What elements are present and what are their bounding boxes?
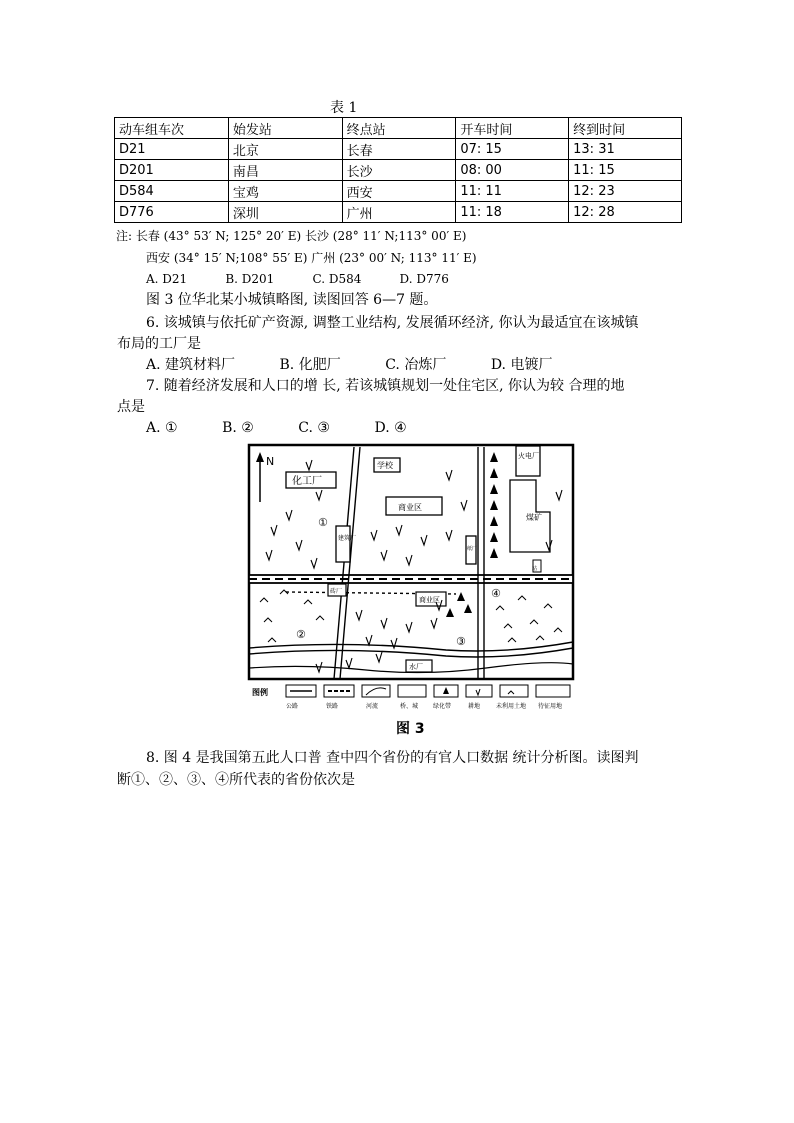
location-2-marker: ② — [296, 628, 306, 641]
table-row — [115, 181, 682, 202]
q7-options: A. ① B. ② C. ③ D. ④ — [146, 420, 407, 436]
railway — [249, 575, 573, 583]
header-cell: 终点站 — [342, 118, 456, 139]
header-cell: 终到时间 — [569, 118, 682, 139]
table-cell: 北京 — [228, 139, 342, 160]
table-cell: 广州 — [342, 202, 456, 223]
location-3-marker: ③ — [456, 635, 466, 648]
note-line-1: 注: 长春 (43° 53′ N; 125° 20′ E) 长沙 (28° 11′ N;113° 00′ E) — [116, 229, 467, 243]
legend-label: 铁路 — [326, 703, 339, 710]
school-label: 学校 — [377, 461, 393, 470]
table-cell: 南昌 — [228, 160, 342, 181]
table-row — [115, 139, 682, 160]
figure-caption: 图 3 — [396, 721, 425, 737]
table-cell: 宝鸡 — [228, 181, 342, 202]
table-cell: 西安 — [342, 181, 456, 202]
q7-stem-line-2: 点是 — [117, 399, 145, 415]
table-cell: 深圳 — [228, 202, 342, 223]
legend-title: 图例 — [252, 688, 268, 697]
table-cell: D776 — [115, 202, 229, 223]
paper-mill-label: 纸厂 — [467, 546, 478, 552]
location-4-marker: ④ — [491, 587, 501, 600]
legend-label: 未利用土地 — [496, 703, 527, 710]
q6-options: A. 建筑材料厂 B. 化肥厂 C. 冶炼厂 D. 电镀厂 — [146, 357, 553, 373]
note-line-2: 西安 (34° 15′ N;108° 55′ E) 广州 (23° 00′ N; 113° 11′ E) — [146, 251, 477, 265]
table-cell: 11: 15 — [569, 160, 682, 181]
table-cell: 12: 23 — [569, 181, 682, 202]
table-cell: 长春 — [342, 139, 456, 160]
q6-stem-line-1: 6. 该城镇与依托矿产资源, 调整工业结构, 发展循环经济, 你认为最适宜在该城镇 — [146, 315, 639, 331]
header-cell: 动车组车次 — [115, 118, 229, 139]
business-district-label: 商业区 — [398, 503, 422, 512]
table-cell: 07: 15 — [456, 139, 569, 160]
legend-label: 公路 — [286, 703, 299, 710]
power-plant-label: 火电厂 — [518, 452, 539, 460]
table-row — [115, 202, 682, 223]
town-map — [246, 442, 576, 712]
map-legend — [252, 685, 570, 710]
chemical-plant-label: 化工厂 — [292, 476, 322, 487]
building-materials-block — [336, 526, 350, 562]
legend-label: 绿化带 — [433, 703, 452, 710]
table-cell: 12: 28 — [569, 202, 682, 223]
building-materials-label: 建筑厂 — [338, 535, 357, 542]
q5-options: A. D21 B. D201 C. D584 D. D776 — [146, 272, 449, 286]
q6-stem-line-2: 布局的工厂是 — [117, 336, 201, 352]
table-cell: 08: 00 — [456, 160, 569, 181]
brickyard-label: 砖厂 — [330, 588, 343, 595]
q7-stem-line-1: 7. 随着经济发展和人口的增 长, 若该城镇规划一处住宅区, 你认为较 合理的地 — [146, 378, 625, 394]
table-row — [115, 160, 682, 181]
table-cell: 11: 11 — [456, 181, 569, 202]
legend-label: 河流 — [366, 703, 379, 710]
table-cell: D201 — [115, 160, 229, 181]
table-cell: D21 — [115, 139, 229, 160]
market-label: 商业区 — [419, 596, 440, 604]
table-cell: 长沙 — [342, 160, 456, 181]
schedule-table — [114, 117, 682, 223]
north-label: N — [266, 455, 275, 468]
table-cell: 11: 18 — [456, 202, 569, 223]
legend-label: 桥、城 — [400, 703, 419, 710]
legend-label: 待征用地 — [538, 703, 563, 710]
header-cell: 始发站 — [228, 118, 342, 139]
q8-stem-line-2: 断①、②、③、④所代表的省份依次是 — [117, 772, 355, 788]
header-cell: 开车时间 — [456, 118, 569, 139]
location-1-marker: ① — [318, 516, 328, 529]
coal-mine-label: 煤矿 — [526, 513, 542, 522]
legend-label: 耕地 — [468, 703, 481, 710]
station-label: 站 — [532, 566, 538, 572]
table-cell: D584 — [115, 181, 229, 202]
water-plant-label: 水厂 — [409, 663, 423, 671]
table-header-row — [115, 118, 682, 139]
table-cell: 13: 31 — [569, 139, 682, 160]
table-title: 表 1 — [330, 100, 358, 116]
q8-stem-line-1: 8. 图 4 是我国第五此人口普 查中四个省份的有官人口数据 统计分析图。读图判 — [146, 750, 639, 766]
power-plant-block — [516, 446, 540, 476]
figure-intro: 图 3 位华北某小城镇略图, 读图回答 6—7 题。 — [146, 292, 438, 308]
